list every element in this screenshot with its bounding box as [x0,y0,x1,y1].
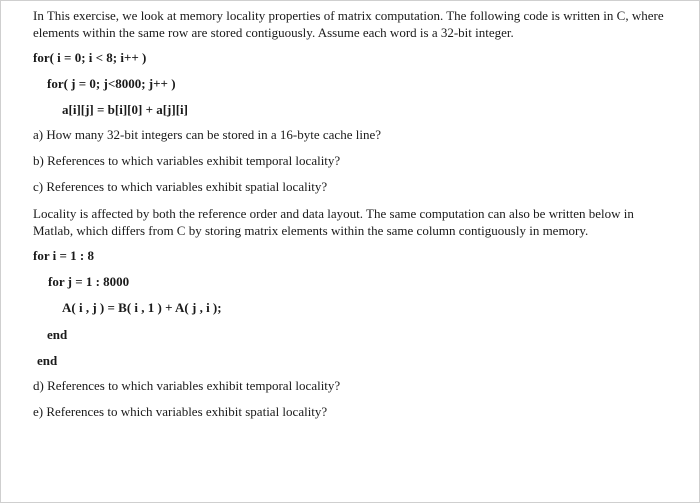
question-d: d) References to which variables exhibit temporal locality? [33,378,341,393]
c-statement: a[i][j] = b[i][0] + a[j][i] [62,102,188,117]
matlab-inner-loop: for j = 1 : 8000 [48,274,130,289]
matlab-end-outer: end [37,353,58,368]
question-a: a) How many 32-bit integers can be stored in a 16-byte cache line? [33,127,381,142]
matlab-statement: A( i , j ) = B( i , 1 ) + A( j , i ); [62,300,222,315]
c-outer-loop: for( i = 0; i < 8; i++ ) [33,50,147,65]
question-c: c) References to which variables exhibit spatial locality? [33,179,328,194]
question-b: b) References to which variables exhibit temporal locality? [33,153,341,168]
intro-paragraph: In This exercise, we look at memory locality properties of matrix computation. The following code is written in C, where elements within the same row are stored contiguously. Assume each word is a 32-bit integer. [33,8,664,40]
question-e: e) References to which variables exhibit spatial locality? [33,404,328,419]
locality-paragraph: Locality is affected by both the reference order and data layout. The same computation can also be written below in Matlab, which differs from C by storing matrix elements within the same column contiguously in memory. [33,206,634,238]
matlab-outer-loop: for i = 1 : 8 [33,248,94,263]
c-inner-loop: for( j = 0; j<8000; j++ ) [47,76,176,91]
matlab-end-inner: end [47,327,68,342]
